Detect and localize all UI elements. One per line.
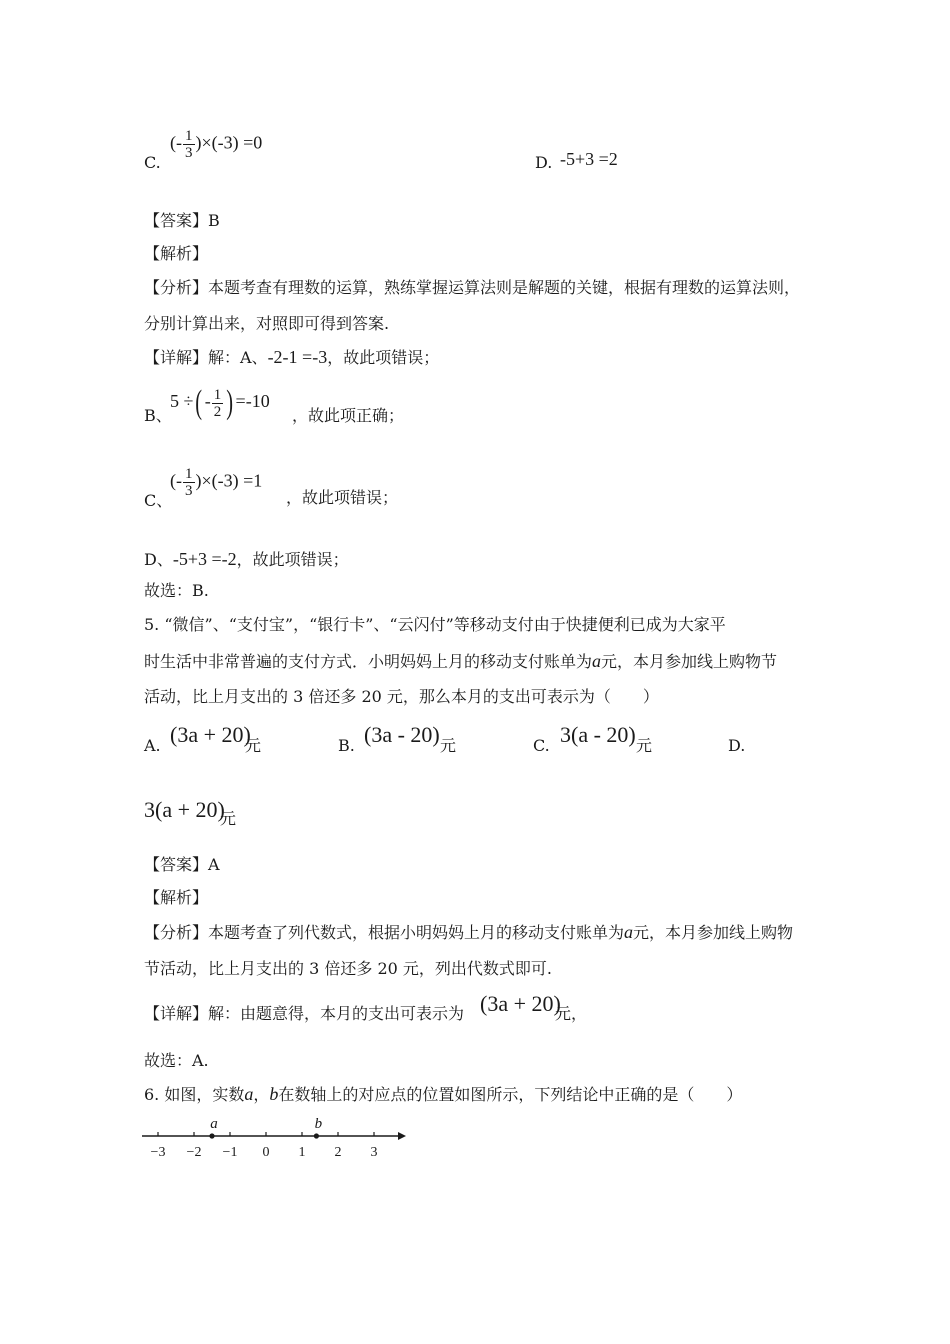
q4-detail-c-suffix: ，故此项错误； [286,488,399,507]
number-line-tick-label: 3 [370,1145,378,1160]
q4-detail-b-num: 1 [213,386,222,403]
q6-var-a: a [244,1084,254,1104]
q4-analysis-heading: 【解析】 [144,244,209,263]
q4-detail-b-expr-post: =-10 [235,391,270,412]
number-line-tick-label: −2 [186,1145,202,1160]
q4-detail-d-suffix: ，故此项错误； [236,550,349,569]
q4-option-c-label: C. [144,153,161,172]
q5-analysis-line2: 节活动，比上月支出的 3 倍还多 20 元，列出代数式即可. [144,959,552,978]
number-line-tick-label: 2 [334,1145,342,1160]
q4-option-c-expr [170,128,262,161]
q4-detail-c-prefix: C、 [144,491,173,510]
q4-detail-a [144,346,439,369]
q4-detail-b-expr-pre: 5 ÷ [170,391,194,412]
q4-option-c-num: 1 [185,128,193,144]
q5-detail-expr-text: (3a + 20) [480,991,561,1016]
q5-option-b-expr [364,722,440,748]
q4-detail-c-expr-pre: (- [170,470,182,491]
q4-answer: 【答案】B [144,211,220,230]
q5-option-b-expr-text: (3a - 20) [364,722,440,747]
q5-option-c-expr-text: 3(a - 20) [560,722,636,747]
q4-detail-a-prefix: 【详解】解：A、 [144,348,268,367]
q5-stem-line1: 5. “微信”、“支付宝”，“银行卡”、“云闪付”等移动支付由于快捷便利已成为大家平 [144,615,726,634]
q5-stem-line2-pre: 时生活中非常普遍的支付方式．小明妈妈上月的移动支付账单为 [144,652,593,671]
q5-option-a-label: A. [144,736,161,755]
q5-option-d-expr [144,797,225,823]
q6-stem-post: 在数轴上的对应点的位置如图所示，下列结论中正确的是（ ） [278,1085,743,1104]
q5-stem-var-a: a [592,651,602,671]
q5-option-d-expr-text: 3(a + 20) [144,797,225,822]
q4-detail-a-suffix: ，故此项错误； [327,348,440,367]
q5-stem-line2 [144,650,777,673]
q4-option-d-label: D. [535,153,553,172]
q4-option-c [144,152,161,174]
number-line-point-label-a: a [210,1116,218,1132]
q5-option-c-unit: 元 [636,736,653,755]
q4-analysis-line1: 【分析】本题考查有理数的运算，熟练掌握运算法则是解题的关键，根据有理数的运算法则， [144,278,801,297]
q5-option-b-unit: 元 [440,736,457,755]
q4-conclusion: 故选：B. [144,581,209,600]
q5-option-a-unit: 元 [245,736,262,755]
q4-analysis-line2: 分别计算出来，对照即可得到答案. [144,314,390,333]
q5-analysis-line1-post: 元，本月参加线上购物 [633,923,794,942]
number-line-point-a [209,1133,214,1138]
q5-option-c-expr [560,722,636,748]
q4-detail-c-expr-post: )×(-3) =1 [195,470,263,491]
q5-stem-line3: 活动，比上月支出的 3 倍还多 20 元，那么本月的支出可表示为（ ） [144,687,659,706]
q6-sep: ， [253,1085,270,1104]
number-line-tick-label: −1 [222,1145,238,1160]
q5-option-a-expr-text: (3a + 20) [170,722,251,747]
q4-detail-b-expr [170,386,270,420]
q5-detail-prefix: 【详解】解：由题意得，本月的支出可表示为 [144,1004,465,1023]
q5-option-a-expr [170,722,251,748]
q4-detail-d [144,548,349,571]
q5-analysis-line1-pre: 【分析】本题考查了列代数式，根据小明妈妈上月的移动支付账单为 [144,923,625,942]
q4-option-c-expr-pre: (- [170,132,182,153]
q4-detail-b-rparen: ) [226,384,234,421]
q4-detail-b-minus: - [204,391,211,412]
q5-analysis-line1 [144,921,793,944]
number-line-tick-label: −3 [150,1145,166,1160]
q4-detail-c-expr [170,466,262,499]
q6-stem-pre: 6. 如图，实数 [144,1085,245,1104]
q4-detail-b-suffix: ，故此项正确； [292,406,405,425]
q6-stem [144,1083,742,1106]
number-line-arrow-icon [398,1132,406,1140]
q4-detail-b-den: 2 [213,403,222,420]
q5-option-d-label: D. [728,736,746,755]
q6-number-line [140,1108,420,1168]
q4-detail-b-lparen: ( [195,384,203,421]
q4-detail-c-num: 1 [185,466,193,482]
q4-detail-b-prefix: B、 [144,406,172,425]
number-line-point-label-b: b [314,1116,323,1132]
q5-detail-expr [480,991,561,1017]
q5-option-b-label: B. [338,736,355,755]
q4-option-c-fraction [183,128,195,161]
q5-option-d-unit: 元 [220,809,237,828]
q4-option-c-expr-post: )×(-3) =0 [195,132,263,153]
q4-detail-c-den: 3 [185,483,193,499]
q4-detail-d-prefix: D、 [144,550,173,569]
q5-analysis-heading: 【解析】 [144,888,209,907]
q5-conclusion: 故选：A. [144,1051,209,1070]
q5-answer: 【答案】A [144,855,220,874]
number-line-tick-label: 0 [262,1145,270,1160]
q4-option-d-expr: -5+3 =2 [560,149,618,169]
q5-detail-suffix: 元， [555,1004,588,1023]
q5-option-c-label: C. [533,736,550,755]
number-line-tick-label: 1 [298,1145,306,1160]
q4-detail-c-fraction [183,466,195,499]
q4-option-c-den: 3 [185,145,193,161]
q5-stem-line2-post: 元，本月参加线上购物节 [601,652,778,671]
q4-detail-b-fraction [212,387,224,420]
q6-var-b: b [269,1084,279,1104]
q5-analysis-var-a: a [624,922,634,942]
q4-detail-d-expr: -5+3 =-2 [172,549,237,569]
q4-detail-a-expr: -2-1 =-3 [267,347,328,367]
number-line-point-b [314,1133,319,1138]
